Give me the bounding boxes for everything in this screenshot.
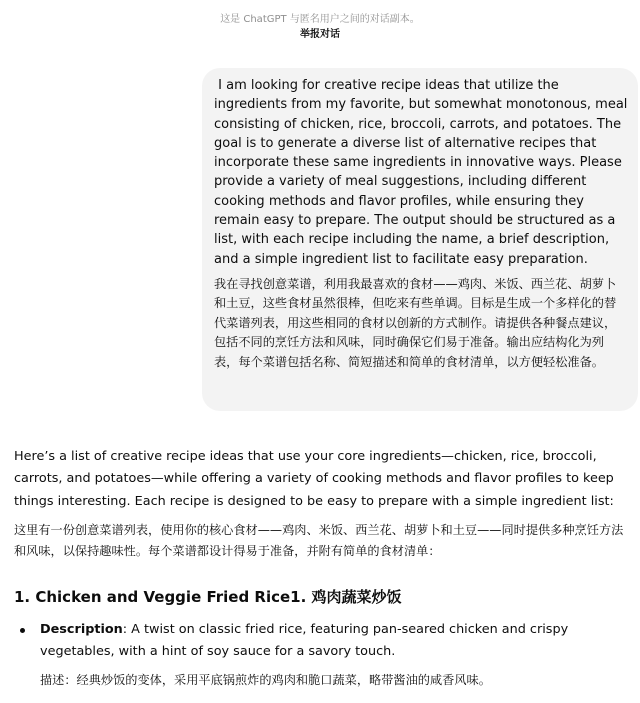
bullet-dot-icon: [20, 628, 25, 633]
assistant-intro-en: Here’s a list of creative recipe ideas that use your core ingredients—chicken, rice, broccoli, carrots, and potatoes—while offering a variety of cooking methods and flavor profiles to keep things interesting. Each recipe is designed to be easy to prepare with a simple ingredient list:: [14, 449, 614, 509]
description-text-en: : A twist on classic fried rice, featuring pan-seared chicken and crispy vegetables, with a hint of soy sauce for a savory touch.: [40, 621, 569, 660]
recipe-description-zh: 描述：经典炒饭的变体，采用平底锅煎炸的鸡肉和脆口蔬菜，略带酱油的咸香风味。: [40, 673, 491, 688]
report-conversation-link[interactable]: 举报对话: [300, 29, 340, 40]
recipe-heading: 1. Chicken and Veggie Fried Rice1. 鸡肉蔬菜炒饭: [14, 587, 402, 606]
description-label: Description: [40, 621, 123, 637]
user-message-text-zh: 我在寻找创意菜谱，利用我最喜欢的食材——鸡肉、米饭、西兰花、胡萝卜和土豆，这些食材虽然很棒，但吃来有些单调。目标是生成一个多样化的替代菜谱列表，用这些相同的食材以创新的方式制作。请提供各种餐点建议，包括不同的烹饪方法和风味，同时确保它们易于准备。输出应结构化为列表，每个菜谱包括名称、简短描述和简单的食材清单，以方便轻松准备。: [214, 276, 617, 369]
share-notice: 这是 ChatGPT 与匿名用户之间的对话副本。: [220, 14, 420, 25]
list-item: [14, 619, 632, 692]
user-message-text-en: I am looking for creative recipe ideas that utilize the ingredients from my favorite, but somewhat monotonous, meal consisting of chicken, rice, broccoli, carrots, and potatoes. The goal is to generate a diverse list of alternative recipes that incorporate these same ingredients in innovative ways. Please provide a variety of meal suggestions, including different cooking methods and flavor profiles, while ensuring they remain easy to prepare. The output should be structured as a list, with each recipe including the name, a brief description, and a simple ingredient list to facilitate easy preparation.: [214, 78, 632, 267]
assistant-intro-zh: 这里有一份创意菜谱列表，使用你的核心食材——鸡肉、米饭、西兰花、胡萝卜和土豆——同时提供多种烹饪方法和风味，以保持趣味性。每个菜谱都设计得易于准备，并附有简单的食材清单：: [14, 522, 624, 559]
recipe-detail-list: [14, 619, 632, 692]
share-header: [0, 12, 640, 42]
recipe-description-en: [40, 619, 632, 664]
assistant-message: [14, 446, 632, 691]
user-message-bubble: [202, 68, 638, 411]
